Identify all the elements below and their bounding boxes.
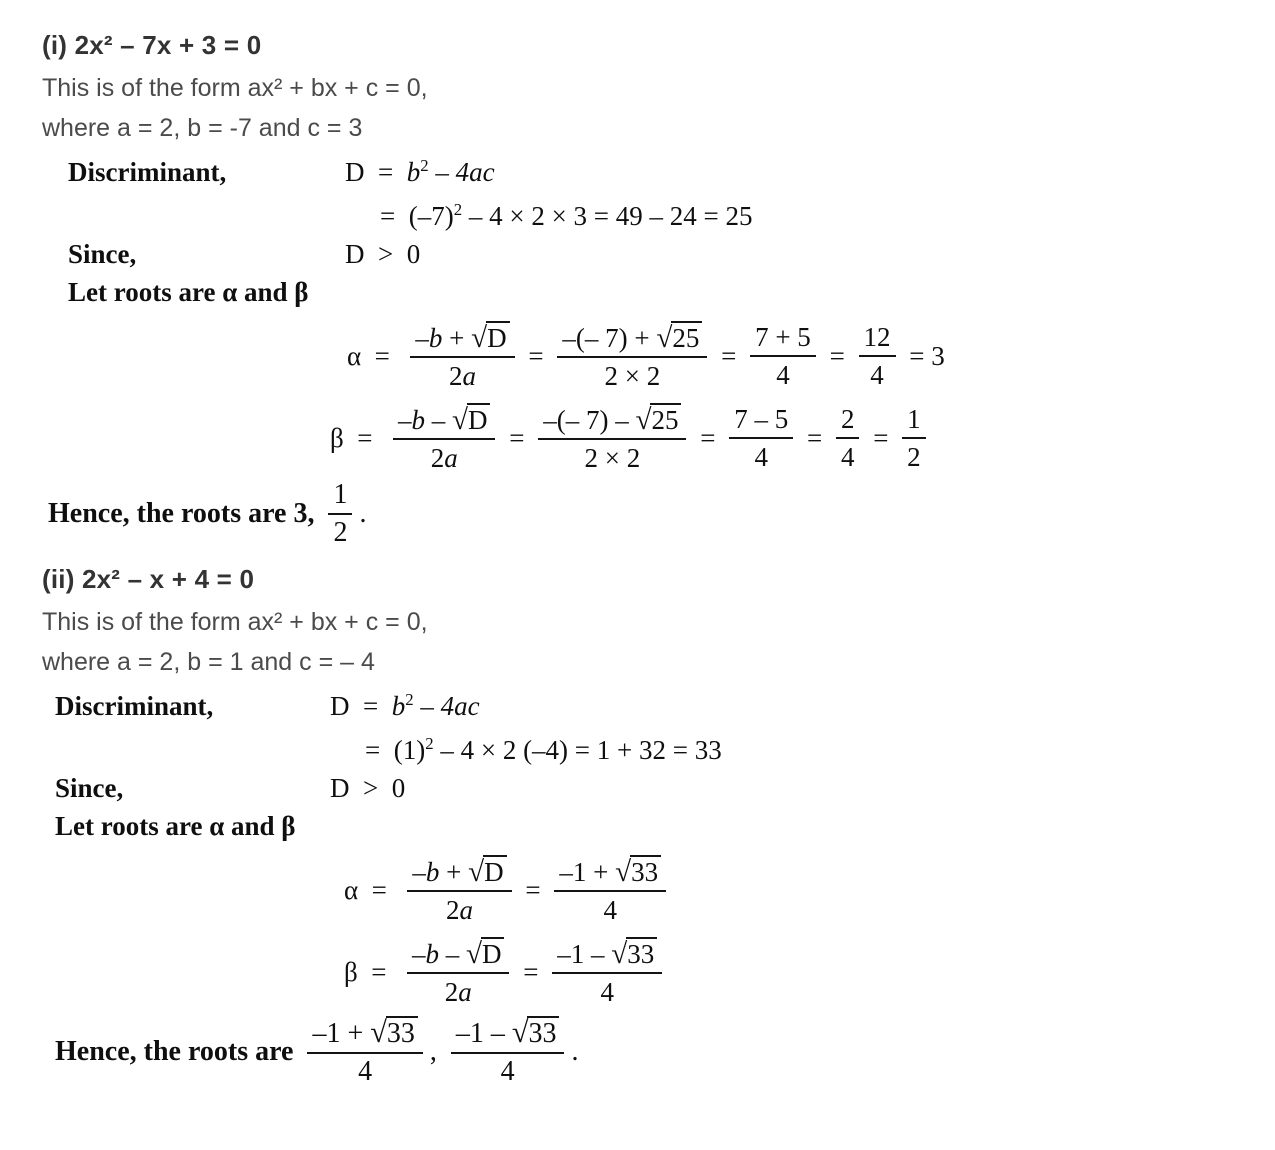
square-root: √D — [466, 939, 505, 969]
square-root: √D — [471, 323, 510, 353]
discriminant-label: Discriminant, — [68, 157, 227, 187]
fraction: $\frac{12}{4}$ — [859, 322, 896, 390]
square-root: √D — [468, 857, 507, 887]
square-root: √25 — [635, 405, 681, 435]
part-i-form-line: This is of the form ax² + bx + c = 0, — [42, 74, 428, 102]
roots-intro-text: Let roots are α and β — [68, 277, 309, 307]
alpha-equation-ii: α = $\frac{-b + √D}{2a}$ = $\frac{-1 + √33}{4}$ — [344, 854, 1235, 926]
square-root: √33 — [615, 857, 661, 887]
since-label: Since, — [68, 239, 137, 269]
part-ii-form-line: This is of the form ax² + bx + c = 0, — [42, 608, 428, 636]
fraction: $\frac{-b + √D}{2a}$ — [407, 855, 511, 925]
part-i-where-line: where a = 2, b = -7 and c = 3 — [42, 114, 363, 142]
since-condition: D > 0 — [330, 773, 406, 803]
discriminant-label: Discriminant, — [55, 691, 214, 721]
since-row — [42, 770, 1235, 806]
square-root: √33 — [370, 1018, 418, 1049]
fraction: $\frac{-b - √D}{2a}$ — [393, 403, 496, 473]
since-row — [42, 236, 1235, 272]
part-i-work — [42, 148, 1235, 310]
fraction: $\frac{-1 - √33}{4}$ — [451, 1016, 565, 1087]
discriminant-continuation-row — [42, 192, 1235, 234]
hence-roots-math-ii: $\frac{-1 + √33}{4}$ , $\frac{-1 - √33}{4}$ . — [300, 1016, 578, 1087]
discriminant-row — [42, 682, 1235, 724]
roots-intro-row — [42, 808, 1235, 844]
discriminant-value-equation: = $(-7)^2 - 4 \times 2 \times 3 = 49 - 24 = 25$ — [380, 200, 753, 231]
since-label: Since, — [55, 773, 124, 803]
part-ii-work — [42, 682, 1235, 844]
part-i-heading: (i) 2x² – 7x + 3 = 0 — [42, 30, 262, 60]
since-condition: D > 0 — [345, 239, 421, 269]
part-ii-where-line: where a = 2, b = 1 and c = – 4 — [42, 648, 375, 676]
solution-part-ii — [42, 564, 1235, 1087]
discriminant-equation: $D = b^2 - 4ac$ — [330, 690, 480, 721]
fraction: $\frac{7 + 5}{4}$ — [750, 322, 816, 390]
fraction: $\frac{2}{4}$ — [836, 404, 860, 472]
fraction: $\frac{-b - √D}{2a}$ — [407, 937, 510, 1007]
part-ii-heading: (ii) 2x² – x + 4 = 0 — [42, 564, 255, 594]
fraction: $\frac{-b + √D}{2a}$ — [410, 321, 514, 391]
fraction: $\frac{-(- 7) - √25}{2 \times 2}$ — [538, 403, 686, 473]
beta-equation-i: β = $\frac{-b - √D}{2a}$ = $\frac{-(- 7) - √25}{2 \times 2}$ = $\frac{7 - 5}{4}$ = $\frac{2}{4}$ = $\frac{1}{2}$ — [330, 402, 1235, 474]
square-root: √33 — [611, 939, 657, 969]
discriminant-equation: $D = b^2 - 4ac$ — [345, 156, 495, 187]
hence-text-i: Hence, the roots are 3, — [48, 498, 322, 529]
hence-roots-math-i: $\frac{1}{2}$ . — [321, 480, 366, 548]
fraction: $\frac{-1 + √33}{4}$ — [307, 1016, 422, 1087]
discriminant-row — [42, 148, 1235, 190]
fraction: $\frac{7 - 5}{4}$ — [729, 404, 793, 472]
hence-line-i — [48, 480, 1235, 548]
hence-text-ii: Hence, the roots are — [55, 1035, 301, 1067]
square-root: √33 — [512, 1018, 560, 1049]
hence-line-ii — [55, 1016, 1235, 1087]
roots-intro-text: Let roots are α and β — [55, 811, 296, 841]
fraction: $\frac{-1 + √33}{4}$ — [554, 855, 666, 925]
beta-equation-ii: β = $\frac{-b - √D}{2a}$ = $\frac{-1 - √33}{4}$ — [344, 936, 1235, 1008]
discriminant-value-equation: = $(1)^2 - 4 \times 2$ (–4) = 1 + 32 = 33 — [365, 734, 722, 765]
solution-part-i — [42, 30, 1235, 548]
fraction: $\frac{-(- 7) + √25}{2 \times 2}$ — [557, 321, 707, 391]
fraction: $\frac{1}{2}$ — [902, 404, 926, 472]
alpha-equation-i: α = $\frac{-b + √D}{2a}$ = $\frac{-(- 7) + √25}{2 \times 2}$ = $\frac{7 + 5}{4}$ = $\frac{12}{4}$ = 3 — [347, 321, 945, 392]
fraction: $\frac{-1 - √33}{4}$ — [552, 937, 662, 1007]
discriminant-continuation-row — [42, 726, 1235, 768]
square-root: √D — [452, 405, 491, 435]
roots-intro-row — [42, 274, 1235, 310]
fraction: $\frac{1}{2}$ — [328, 480, 352, 548]
square-root: √25 — [656, 323, 702, 353]
